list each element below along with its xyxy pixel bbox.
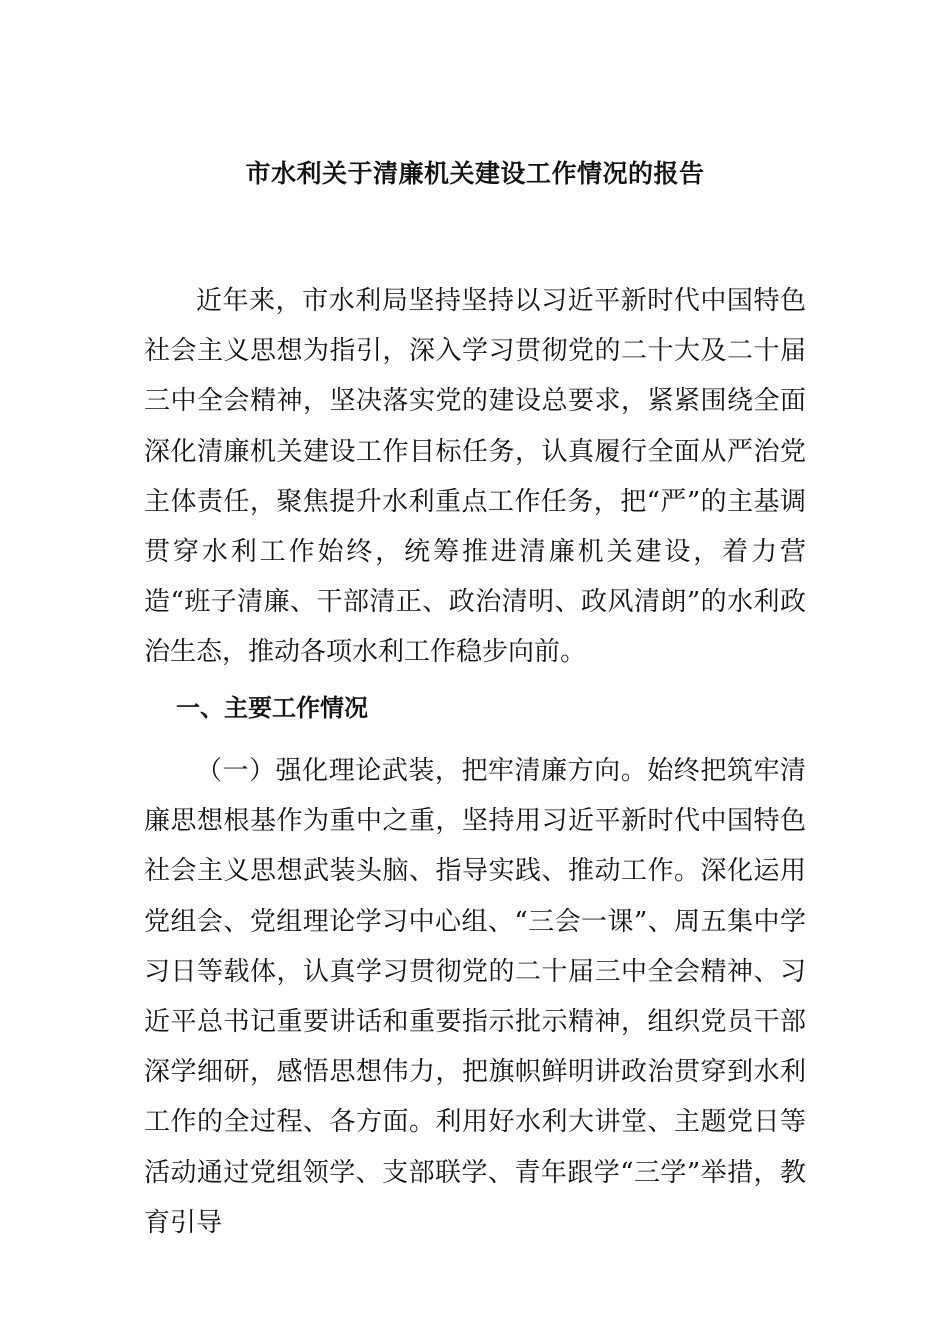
section-paragraph: （一）强化理论武装，把牢清廉方向。始终把筑牢清廉思想根基作为重中之重，坚持用习近平新时代中国特色社会主义思想武装头脑、指导实践、推动工作。深化运用党组会、党组理论学习中心组、“三会一课”、周五集中学习日等载体，认真学习贯彻党的二十届三中全会精神、习近平总书记重要讲话和重要指示批示精神，组织党员干部深学细研，感悟思想伟力，把旗帜鲜明讲政治贯穿到水利工作的全过程、各方面。利用好水利大讲堂、主题党日等活动通过党组领学、支部联学、青年跟学“三学”举措，教育引导 (144, 756, 806, 1238)
document-title: 市水利关于清廉机关建设工作情况的报告 (245, 159, 705, 188)
section-heading: 一、主要工作情况 (176, 694, 368, 722)
intro-paragraph: 近年来，市水利局坚持坚持以习近平新时代中国特色社会主义思想为指引，深入学习贯彻党的二十大及二十届三中全会精神，坚决落实党的建设总要求，紧紧围绕全面深化清廉机关建设工作目标任务，认真履行全面从严治党主体责任，聚焦提升水利重点工作任务，把“严”的主基调贯穿水利工作始终，统筹推进清廉机关建设，着力营造“班子清廉、干部清正、政治清明、政风清朗”的水利政治生态，推动各项水利工作稳步向前。 (144, 286, 806, 668)
